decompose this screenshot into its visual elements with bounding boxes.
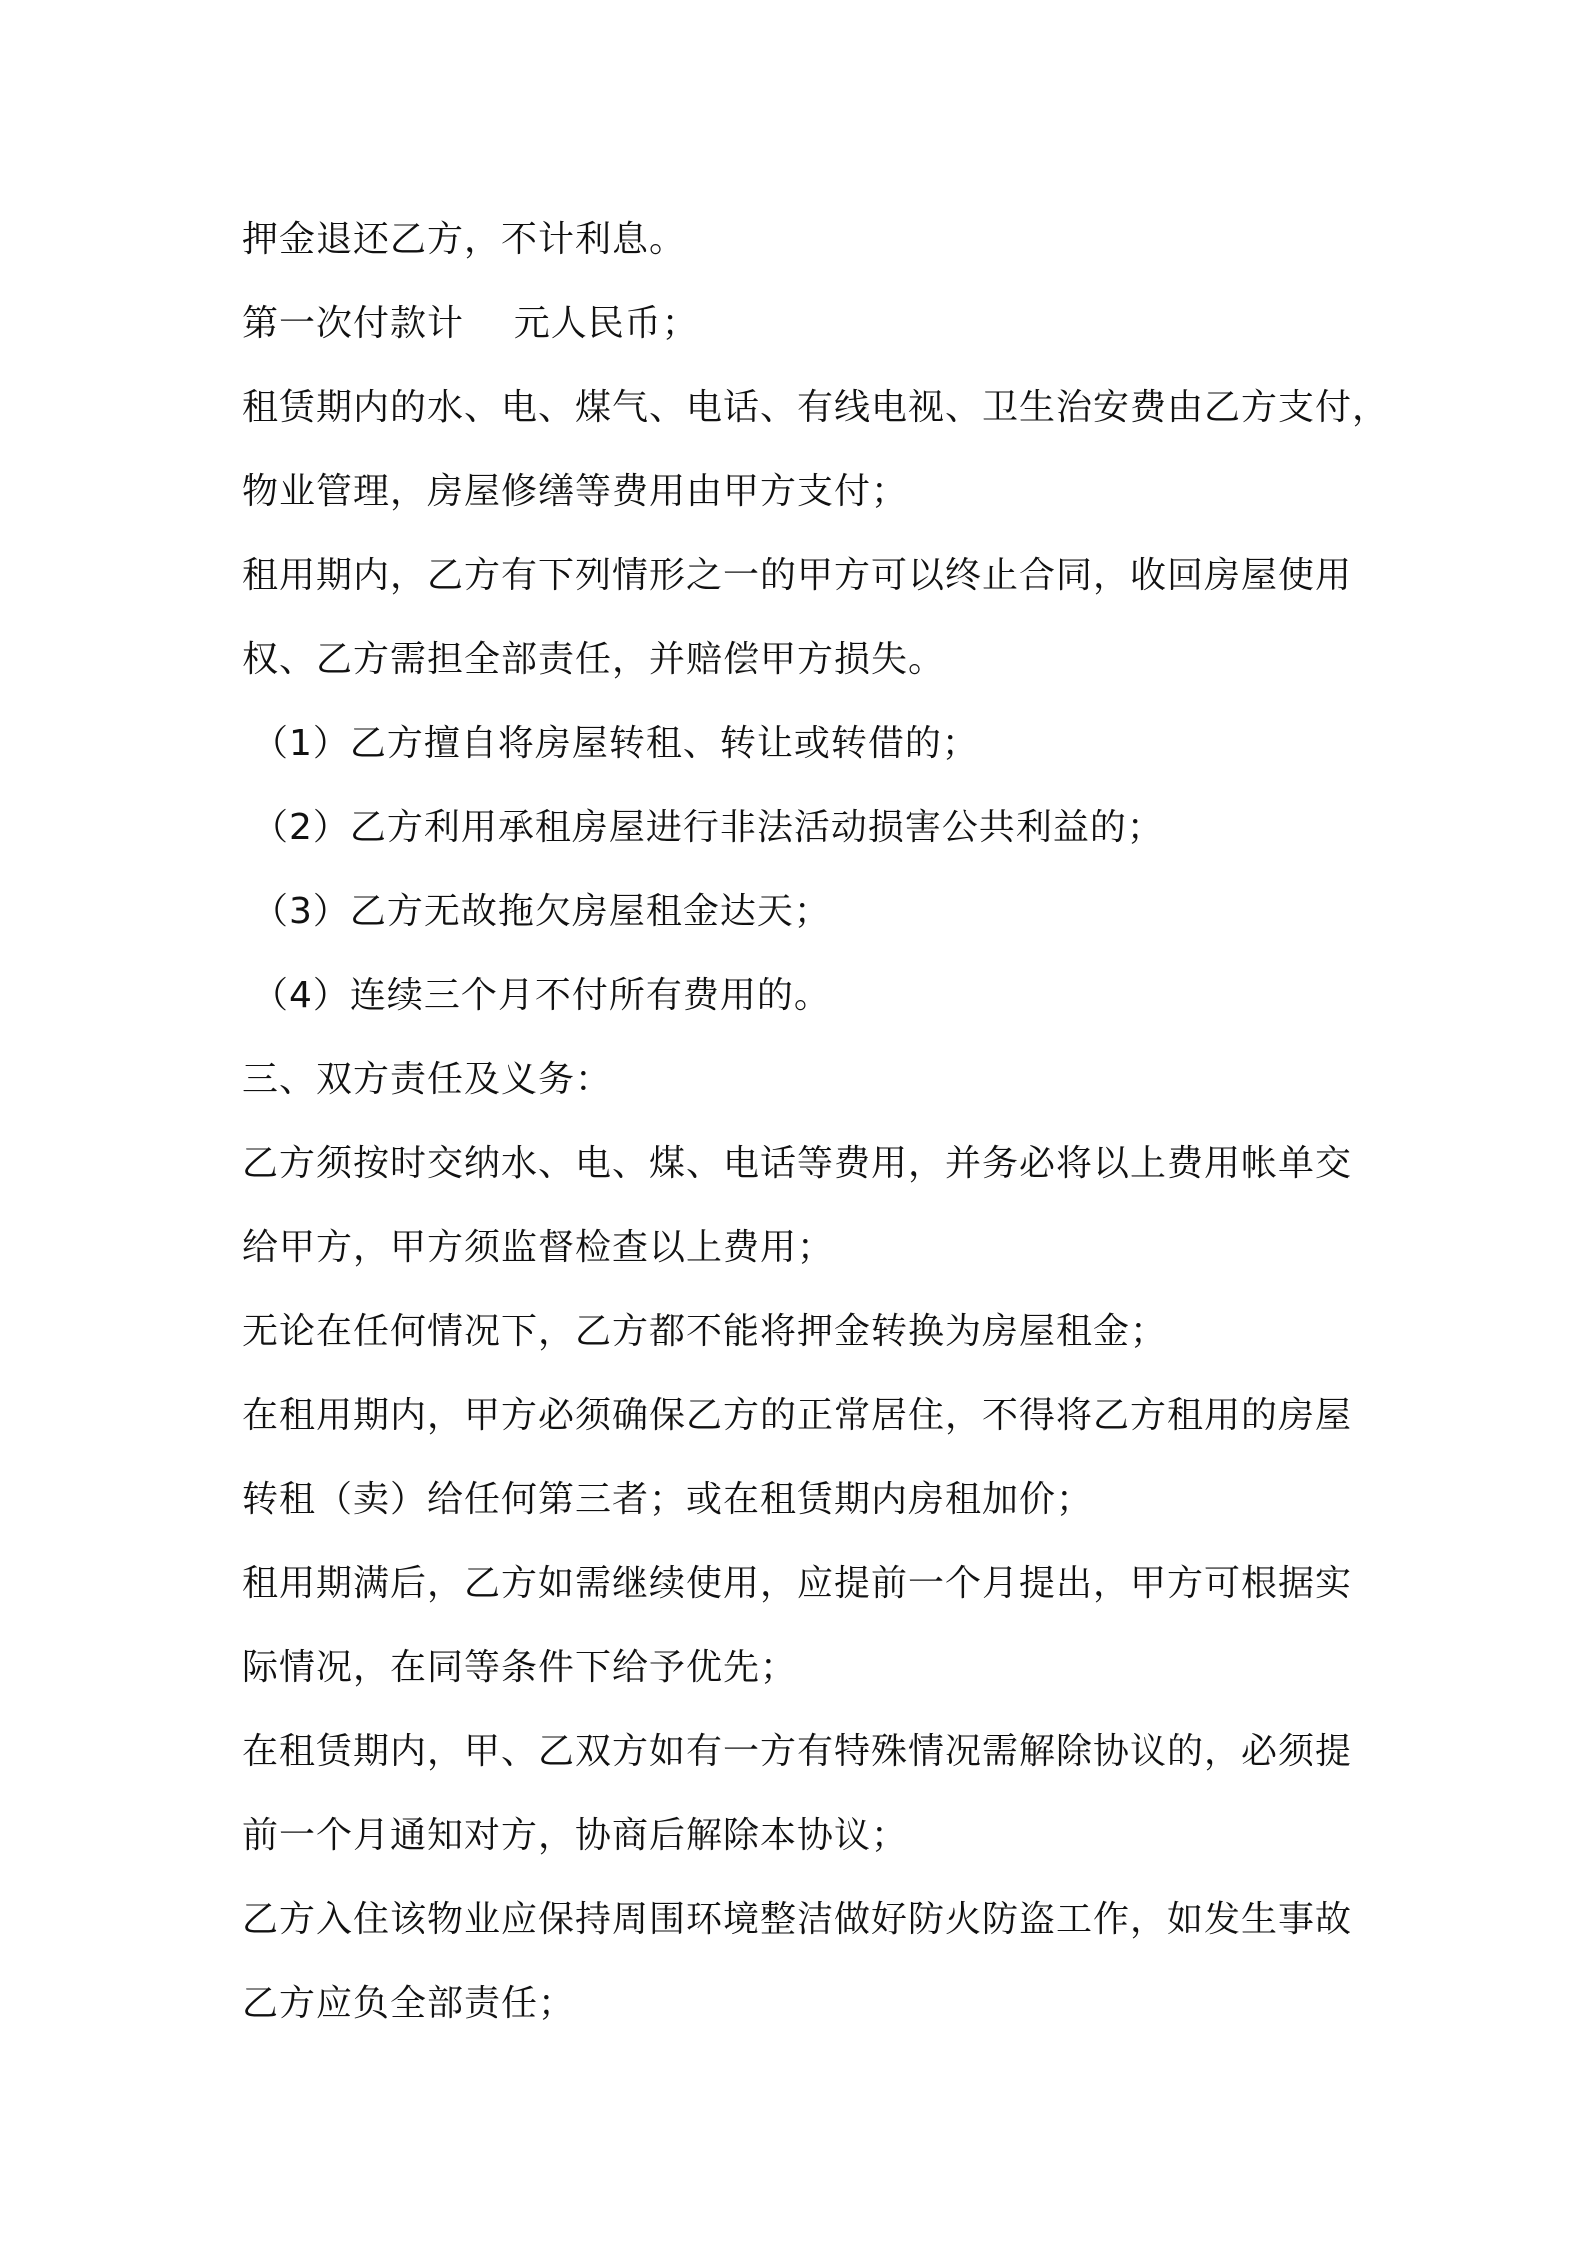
text-line: 乙方应负全部责任； [242,1983,576,2024]
text-line: 乙方须按时交纳水、电、煤、电话等费用，并务必将以上费用帐单交 [242,1143,1353,1184]
text-line: 转租（卖）给任何第三者；或在租赁期内房租加价； [242,1479,1094,1520]
text-line: 租用期内，乙方有下列情形之一的甲方可以终止合同，收回房屋使用 [242,555,1353,596]
text-line: 际情况，在同等条件下给予优先； [242,1647,798,1688]
text-line: 前一个月通知对方，协商后解除本协议； [242,1815,909,1856]
section-heading: 三、双方责任及义务： [242,1059,613,1100]
text-line: 押金退还乙方，不计利息。 [242,219,687,260]
text-line: 第一次付款计 元人民币； [242,303,699,344]
text-line: 租用期满后，乙方如需继续使用，应提前一个月提出，甲方可根据实 [242,1563,1353,1604]
list-item: （2）乙方利用承租房屋进行非法活动损害公共利益的； [252,807,1164,848]
document-body [242,198,1390,2046]
list-item: （3）乙方无故拖欠房屋租金达天； [252,891,831,932]
text-line: 物业管理，房屋修缮等费用由甲方支付； [242,471,909,512]
text-line: 乙方入住该物业应保持周围环境整洁做好防火防盗工作，如发生事故 [242,1899,1353,1940]
list-item: （4）连续三个月不付所有费用的。 [252,975,831,1016]
text-line: 权、乙方需担全部责任，并赔偿甲方损失。 [242,639,946,680]
text-line: 在租赁期内，甲、乙双方如有一方有特殊情况需解除协议的，必须提 [242,1731,1353,1772]
text-line: 无论在任何情况下，乙方都不能将押金转换为房屋租金； [242,1311,1168,1352]
list-item: （1）乙方擅自将房屋转租、转让或转借的； [252,723,979,764]
text-line: 在租用期内，甲方必须确保乙方的正常居住，不得将乙方租用的房屋 [242,1395,1353,1436]
text-line: 给甲方，甲方须监督检查以上费用； [242,1227,835,1268]
text-line: 租赁期内的水、电、煤气、电话、有线电视、卫生治安费由乙方支付， [242,387,1390,428]
